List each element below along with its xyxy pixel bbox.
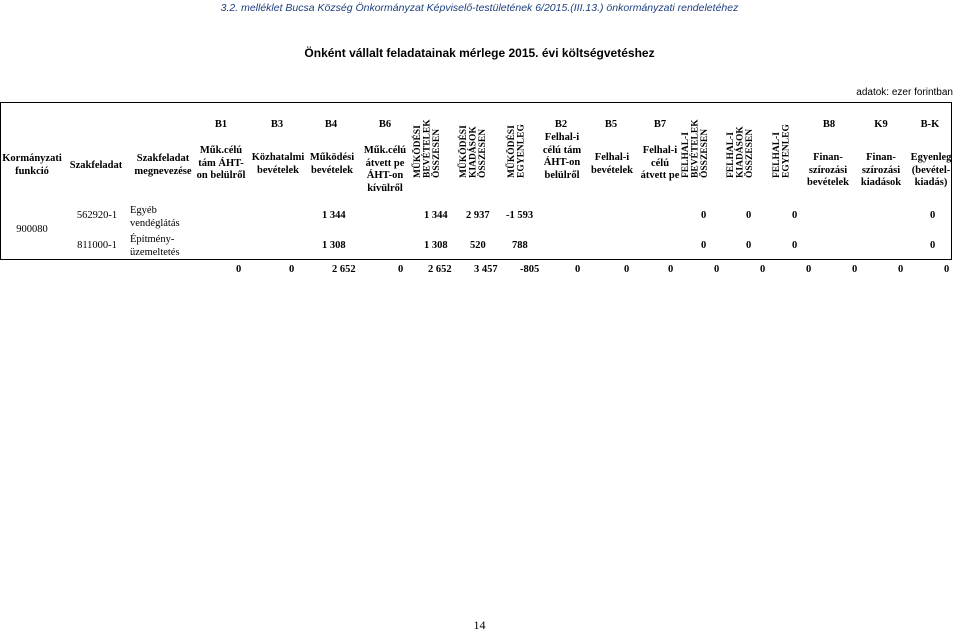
funkcio-code: 900080 [16,224,48,235]
row1-felhal-egyenleg: 0 [792,210,798,221]
row1-mukodesi-egyenleg: -1 593 [506,210,534,221]
total-mukodesi-kiadasok: 3 457 [474,264,498,275]
row2-felhal-kiadasok: 0 [746,240,752,251]
code-b7: B7 [653,119,667,130]
row2-felhal-bevetelek: 0 [701,240,707,251]
row2-egyenleg: 0 [930,240,936,251]
row1-mukodesi-kiadasok: 2 937 [466,210,490,221]
label-felhal-bevetelek: FELHAL-I BEVÉTELEK ÖSSZESEN [681,119,710,178]
label-b6: Műk.célú átvett pe ÁHT-on kívülről [363,145,407,194]
label-b8: Finan-szírozási bevételek [807,152,849,188]
row2-szakfeladat: 811000-1 [77,240,117,251]
code-k9: K9 [874,119,888,130]
label-b7: Felhal-i célú átvett pe [640,145,680,181]
col-kormanyzati-funkcio: Kormányzati funkció [2,153,62,177]
label-mukodesi-egyenleg: MŰKÖDÉSI EGYENLEG [507,124,527,178]
row1-felhal-bevetelek: 0 [701,210,707,221]
label-b-k: Egyenleg (bevétel-kiadás) [910,152,952,188]
col-szakfeladat: Szakfeladat [69,160,123,171]
row2-mukodesi-egyenleg: 788 [512,240,528,251]
total-b7: 0 [668,264,674,275]
total-b-k: 0 [944,264,950,275]
row2-b1: 1 308 [322,240,346,251]
label-b1: Műk.célú tám ÁHT-on belülről [196,145,246,181]
total-b5: 0 [624,264,630,275]
row1-felhal-kiadasok: 0 [746,210,752,221]
label-b3: Közhatalmi bevételek [251,152,305,176]
code-b4: B4 [324,119,338,130]
total-felhal-egyenleg: 0 [806,264,812,275]
label-mukodesi-kiadasok: MŰKÖDÉSI KIADÁSOK ÖSSZESEN [459,125,488,178]
code-b1: B1 [214,119,228,130]
units-note: adatok: ezer forintban [856,87,953,98]
total-b6: 0 [398,264,404,275]
total-b1: 0 [236,264,242,275]
code-b-k: B-K [920,119,940,130]
label-b5: Felhal-i bevételek [591,152,633,176]
label-felhal-egyenleg: FELHAL-I EGYENLEG [772,124,792,178]
row2-mukodesi-bevetelek: 1 308 [424,240,448,251]
page-title: Önként vállalt feladatainak mérlege 2015. évi költségvetéshez [304,46,655,60]
row1-mukodesi-bevetelek: 1 344 [424,210,448,221]
label-b4: Működési bevételek [309,152,355,176]
total-felhal-bevetelek: 0 [714,264,720,275]
total-b3: 0 [289,264,295,275]
total-b2: 0 [575,264,581,275]
code-b8: B8 [822,119,836,130]
total-mukodesi-egyenleg: -805 [520,264,540,275]
row1-szakfeladat: 562920-1 [76,210,118,221]
row1-egyenleg: 0 [930,210,936,221]
total-felhal-kiadasok: 0 [760,264,766,275]
total-mukodesi-bevetelek: 2 652 [428,264,452,275]
label-b2: Felhal-i célú tám ÁHT-on belülről [542,132,582,181]
label-k9: Finan-szírozási kiadások [860,152,902,188]
row1-megnevezes: Egyéb vendéglátás [130,205,180,229]
row2-felhal-egyenleg: 0 [792,240,798,251]
total-k9: 0 [898,264,904,275]
label-mukodesi-bevetelek: MŰKÖDÉSI BEVÉTELEK ÖSSZESEN [413,119,442,178]
label-felhal-kiadasok: FELHAL-I KIADÁSOK ÖSSZESEN [726,126,755,178]
row2-megnevezes: Építmény-üzemeltetés [130,234,180,258]
total-b8: 0 [852,264,858,275]
row1-b1: 1 344 [322,210,346,221]
col-szakfeladat-megnevezese: Szakfeladat megnevezése [134,153,192,177]
total-b4: 2 652 [332,264,356,275]
page-number: 14 [473,618,486,632]
row2-mukodesi-kiadasok: 520 [470,240,486,251]
code-b3: B3 [270,119,284,130]
code-b5: B5 [604,119,618,130]
page-header: 3.2. melléklet Bucsa Község Önkormányzat Képviselő-testületének 6/2015.(III.13.) önkormányzati rendeletéhez [220,2,739,14]
code-b6: B6 [378,119,392,130]
code-b2: B2 [554,119,568,130]
